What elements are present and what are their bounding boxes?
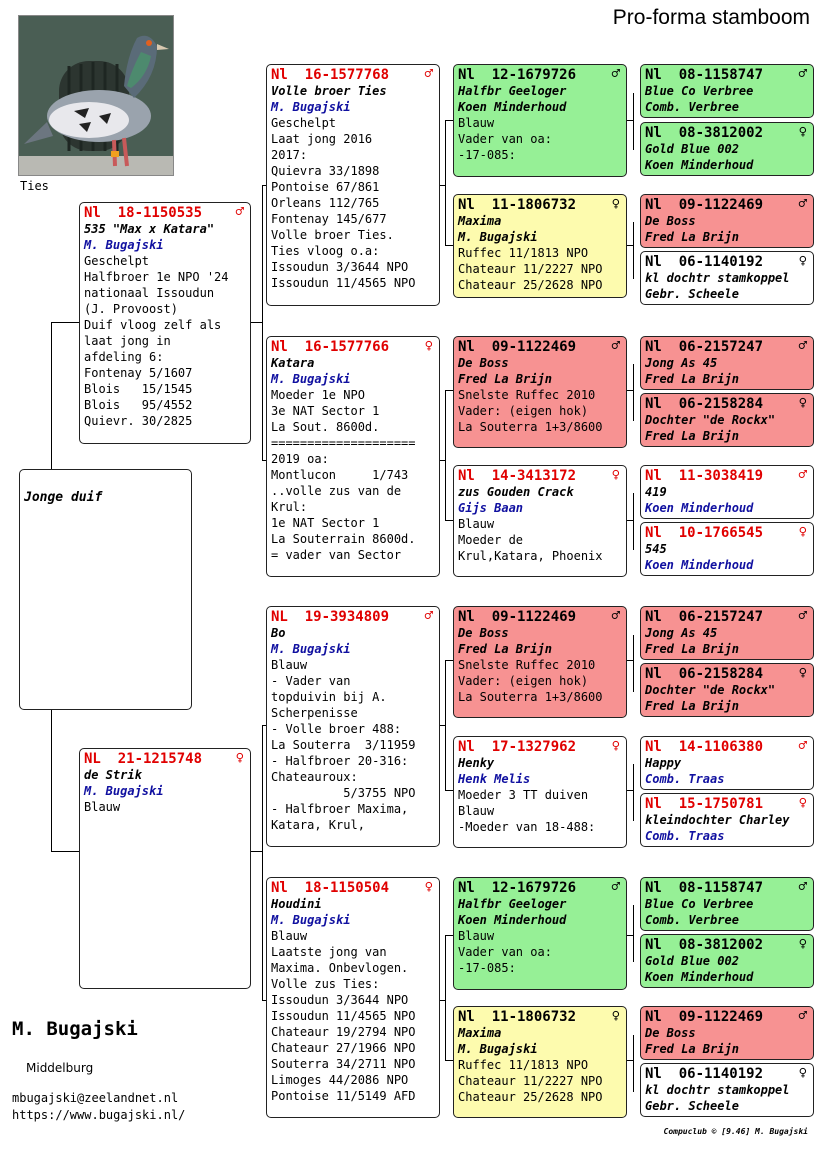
- owner-name: Fred La Brijn: [645, 642, 739, 656]
- subject-label: Jonge duif: [24, 490, 103, 505]
- ring-number: Nl 18-1150535: [84, 205, 203, 221]
- pigeon-name: 419: [645, 485, 667, 499]
- ring-number: Nl 14-1106380: [645, 739, 764, 755]
- pigeon-name: Jong As 45: [645, 356, 718, 370]
- pigeon-name: De Boss: [645, 214, 696, 228]
- pigeon-image: [19, 16, 173, 175]
- owner-name: M. Bugajski: [271, 913, 351, 927]
- father-box[interactable]: [79, 202, 251, 444]
- pigeon-name: Maxima: [458, 214, 502, 228]
- owner-name: Comb. Traas: [645, 772, 725, 786]
- owner-name: Koen Minderhoud: [458, 100, 567, 114]
- owner-name: Koen Minderhoud: [458, 913, 567, 927]
- female-icon: ♀: [611, 1008, 620, 1024]
- connector-line: [262, 185, 263, 460]
- pigeon-info: Snelste Ruffec 2010 Vader: (eigen hok) La Souterra 1+3/8600: [458, 388, 603, 434]
- grandmother-paternal-box[interactable]: [266, 336, 440, 577]
- ring-number: Nl 11-1806732: [458, 1009, 577, 1025]
- female-icon: ♀: [798, 936, 807, 952]
- owner-name: M. Bugajski: [271, 372, 351, 386]
- ring-number: Nl 09-1122469: [458, 609, 577, 625]
- pigeon-name: Blue Co Verbree: [645, 897, 754, 911]
- ring-number: Nl 12-1679726: [458, 67, 577, 83]
- owner-name: Fred La Brijn: [645, 372, 739, 386]
- pigeon-info: Blauw Vader van oa: -17-085:: [458, 929, 552, 975]
- connector-line: [51, 851, 79, 852]
- male-icon: ♂: [424, 608, 433, 624]
- ring-number: Nl 14-3413172: [458, 468, 577, 484]
- breeder-email-link[interactable]: mbugajski@zeelandnet.nl: [12, 1091, 179, 1105]
- connector-line: [445, 520, 453, 521]
- pigeon-name: kl dochtr stamkoppel: [645, 271, 790, 285]
- owner-name: M. Bugajski: [84, 238, 164, 252]
- pigeon-name: de Strik: [84, 768, 142, 782]
- pigeon-name: Volle broer Ties: [271, 84, 387, 98]
- connector-line: [51, 322, 79, 323]
- ring-number: Nl 11-3038419: [645, 468, 764, 484]
- pigeon-info: Blauw - Vader van topduivin bij A. Scherpenisse - Volle broer 488: La Souterra 3/11959 - Halfbroer 20-316: Chateauroux: 5/3755 NPO - Halfbroer Maxima, Katara, Krul,: [271, 658, 416, 832]
- male-icon: ♂: [798, 738, 807, 754]
- ancestor-box[interactable]: [640, 934, 814, 988]
- connector-line: [445, 935, 446, 1060]
- female-icon: ♀: [611, 196, 620, 212]
- ring-number: Nl 08-3812002: [645, 125, 764, 141]
- connector-line: [445, 390, 446, 520]
- pigeon-name: Gold Blue 002: [645, 954, 739, 968]
- pigeon-name: kl dochtr stamkoppel: [645, 1083, 790, 1097]
- connector-line: [445, 245, 453, 246]
- owner-name: M. Bugajski: [458, 1042, 538, 1056]
- connector-line: [633, 764, 634, 821]
- pigeon-name: De Boss: [645, 1026, 696, 1040]
- ring-number: NL 21-1215748: [84, 751, 203, 767]
- mother-box[interactable]: [79, 748, 251, 989]
- male-icon: ♂: [235, 204, 244, 220]
- ring-number: Nl 09-1122469: [458, 339, 577, 355]
- female-icon: ♀: [798, 795, 807, 811]
- ancestor-box[interactable]: [640, 393, 814, 447]
- ancestor-box[interactable]: [640, 606, 814, 660]
- great-grandparent-box[interactable]: [453, 736, 627, 848]
- connector-line: [633, 93, 634, 150]
- ring-number: Nl 18-1150504: [271, 880, 390, 896]
- breeder-city: Middelburg: [26, 1061, 94, 1075]
- owner-name: Henk Melis: [458, 772, 531, 786]
- male-icon: ♂: [798, 196, 807, 212]
- ring-number: Nl 15-1750781: [645, 796, 764, 812]
- great-grandparent-box[interactable]: [453, 336, 627, 448]
- owner-name: Koen Minderhoud: [645, 970, 754, 984]
- grandmother-maternal-box[interactable]: [266, 877, 440, 1118]
- ancestor-box[interactable]: [640, 1063, 814, 1117]
- connector-line: [445, 935, 453, 936]
- male-icon: ♂: [798, 66, 807, 82]
- owner-name: Fred La Brijn: [458, 642, 552, 656]
- female-icon: ♀: [798, 665, 807, 681]
- female-icon: ♀: [235, 750, 244, 766]
- male-icon: ♂: [611, 66, 620, 82]
- pigeon-name: Dochter "de Rockx": [645, 413, 776, 427]
- ring-number: Nl 12-1679726: [458, 880, 577, 896]
- pigeon-info: Blauw: [84, 800, 121, 814]
- male-icon: ♂: [798, 1008, 807, 1024]
- ring-number: Nl 06-2158284: [645, 666, 764, 682]
- pigeon-name: Dochter "de Rockx": [645, 683, 776, 697]
- pigeon-info: Ruffec 11/1813 NPO Chateaur 11/2227 NPO Chateaur 25/2628 NPO: [458, 1058, 603, 1104]
- pigeon-info: Geschelpt Laat jong 2016 2017: Quievra 33/1898 Pontoise 67/861 Orleans 112/765 Fontenay 145/677 Volle broer Ties. Ties vloog o.a: Issoudun 3/3644 NPO Issoudun 11/4565 NPO: [271, 116, 416, 290]
- female-icon: ♀: [798, 1065, 807, 1081]
- female-icon: ♀: [798, 253, 807, 269]
- owner-name: M. Bugajski: [84, 784, 164, 798]
- pigeon-name: Gold Blue 002: [645, 142, 739, 156]
- ancestor-box[interactable]: [640, 64, 814, 118]
- ancestor-box[interactable]: [640, 465, 814, 519]
- ring-number: Nl 11-1806732: [458, 197, 577, 213]
- ring-number: Nl 06-2157247: [645, 609, 764, 625]
- female-icon: ♀: [424, 338, 433, 354]
- pigeon-info: Blauw Moeder de Krul,Katara, Phoenix: [458, 517, 603, 563]
- ring-number: Nl 08-3812002: [645, 937, 764, 953]
- connector-line: [633, 635, 634, 692]
- pigeon-name: De Boss: [458, 356, 509, 370]
- pigeon-info: Snelste Ruffec 2010 Vader: (eigen hok) La Souterra 1+3/8600: [458, 658, 603, 704]
- female-icon: ♀: [798, 395, 807, 411]
- male-icon: ♂: [611, 338, 620, 354]
- male-icon: ♂: [424, 66, 433, 82]
- pigeon-info: Blauw Vader van oa: -17-085:: [458, 116, 552, 162]
- owner-name: Fred La Brijn: [645, 230, 739, 244]
- great-grandparent-box[interactable]: [453, 606, 627, 718]
- ring-number: Nl 06-2158284: [645, 396, 764, 412]
- pigeon-name: 535 "Max x Katara": [84, 222, 215, 236]
- male-icon: ♂: [798, 879, 807, 895]
- owner-name: Gebr. Scheele: [645, 1099, 739, 1113]
- ring-number: Nl 17-1327962: [458, 739, 577, 755]
- connector-line: [445, 660, 446, 790]
- owner-name: M. Bugajski: [271, 100, 351, 114]
- ring-number: Nl 09-1122469: [645, 1009, 764, 1025]
- pigeon-name: Houdini: [271, 897, 322, 911]
- pigeon-name: Blue Co Verbree: [645, 84, 754, 98]
- connector-line: [262, 725, 263, 1000]
- ring-number: Nl 06-1140192: [645, 254, 764, 270]
- ring-number: Nl 06-1140192: [645, 1066, 764, 1082]
- breeder-website-link[interactable]: https://www.bugajski.nl/: [12, 1108, 186, 1122]
- pigeon-photo: [18, 15, 174, 176]
- owner-name: Koen Minderhoud: [645, 558, 754, 572]
- ring-number: NL 19-3934809: [271, 609, 390, 625]
- owner-name: Comb. Verbree: [645, 913, 739, 927]
- connector-line: [445, 120, 446, 245]
- owner-name: Gijs Baan: [458, 501, 524, 515]
- pigeon-name: kleindochter Charley: [645, 813, 790, 827]
- great-grandparent-box[interactable]: [453, 877, 627, 990]
- connector-line: [445, 1060, 453, 1061]
- ring-number: Nl 08-1158747: [645, 67, 764, 83]
- ancestor-box[interactable]: [640, 194, 814, 248]
- male-icon: ♂: [611, 608, 620, 624]
- owner-name: Fred La Brijn: [645, 429, 739, 443]
- pigeon-info: Ruffec 11/1813 NPO Chateaur 11/2227 NPO Chateaur 25/2628 NPO: [458, 246, 603, 292]
- pigeon-name: De Boss: [458, 626, 509, 640]
- connector-line: [445, 390, 453, 391]
- ancestor-box[interactable]: [640, 736, 814, 790]
- owner-name: Koen Minderhoud: [645, 158, 754, 172]
- owner-name: Fred La Brijn: [645, 699, 739, 713]
- female-icon: ♀: [798, 124, 807, 140]
- photo-caption: Ties: [20, 179, 49, 193]
- ancestor-box[interactable]: [640, 122, 814, 176]
- connector-line: [633, 493, 634, 550]
- owner-name: M. Bugajski: [458, 230, 538, 244]
- footer-credit: Compuclub © [9.46] M. Bugajski: [663, 1127, 808, 1136]
- ancestor-box[interactable]: [640, 793, 814, 847]
- pigeon-name: zus Gouden Crack: [458, 485, 574, 499]
- pigeon-name: Katara: [271, 356, 315, 370]
- connector-line: [250, 851, 262, 852]
- owner-name: Fred La Brijn: [458, 372, 552, 386]
- pigeon-name: Happy: [645, 756, 682, 770]
- ring-number: Nl 16-1577766: [271, 339, 390, 355]
- connector-line: [633, 364, 634, 421]
- ancestor-box[interactable]: [640, 877, 814, 931]
- pigeon-name: Halfbr Geeloger: [458, 897, 567, 911]
- ancestor-box[interactable]: [640, 1006, 814, 1060]
- great-grandparent-box[interactable]: [453, 194, 627, 298]
- male-icon: ♂: [611, 879, 620, 895]
- female-icon: ♀: [611, 467, 620, 483]
- ancestor-box[interactable]: [640, 663, 814, 717]
- great-grandparent-box[interactable]: [453, 64, 627, 177]
- connector-line: [633, 905, 634, 962]
- owner-name: Comb. Verbree: [645, 100, 739, 114]
- connector-line: [445, 120, 453, 121]
- grandfather-paternal-box[interactable]: [266, 64, 440, 306]
- connector-line: [633, 222, 634, 279]
- male-icon: ♂: [798, 467, 807, 483]
- owner-name: Comb. Traas: [645, 829, 725, 843]
- pigeon-name: Halfbr Geeloger: [458, 84, 567, 98]
- ring-number: Nl 10-1766545: [645, 525, 764, 541]
- pigeon-name: Jong As 45: [645, 626, 718, 640]
- ring-number: Nl 09-1122469: [645, 197, 764, 213]
- male-icon: ♂: [798, 338, 807, 354]
- pigeon-name: Bo: [271, 626, 286, 640]
- pigeon-name: Henky: [458, 756, 495, 770]
- female-icon: ♀: [424, 879, 433, 895]
- connector-line: [250, 322, 262, 323]
- pigeon-name: 545: [645, 542, 667, 556]
- grandfather-maternal-box[interactable]: [266, 606, 440, 847]
- connector-line: [51, 322, 52, 469]
- male-icon: ♂: [798, 608, 807, 624]
- owner-name: M. Bugajski: [271, 642, 351, 656]
- ring-number: Nl 06-2157247: [645, 339, 764, 355]
- ancestor-box[interactable]: [640, 336, 814, 390]
- connector-line: [633, 1035, 634, 1092]
- pigeon-info: Geschelpt Halfbroer 1e NPO '24 nationaal Issoudun (J. Provoost) Duif vloog zelf als laat jong in afdeling 6: Fontenay 5/1607 Blois 15/1545 Blois 95/4552 Quievr. 30/2825: [84, 254, 229, 428]
- ring-number: Nl 08-1158747: [645, 880, 764, 896]
- female-icon: ♀: [798, 524, 807, 540]
- ring-number: Nl 16-1577768: [271, 67, 390, 83]
- great-grandparent-box[interactable]: [453, 1006, 627, 1118]
- pigeon-info: Moeder 1e NPO 3e NAT Sector 1 La Sout. 8600d. ==================== 2019 oa: Montlucon 1/743 ..volle zus van de Krul: 1e NAT Sector 1 La Souterrain 8600d. = vader van Sector: [271, 388, 416, 562]
- pigeon-info: Moeder 3 TT duiven Blauw -Moeder van 18-488:: [458, 788, 596, 834]
- connector-line: [445, 790, 453, 791]
- subject-box[interactable]: [19, 469, 192, 710]
- connector-line: [51, 710, 52, 851]
- owner-name: Fred La Brijn: [645, 1042, 739, 1056]
- owner-name: Koen Minderhoud: [645, 501, 754, 515]
- great-grandparent-box[interactable]: [453, 465, 627, 577]
- page-title: Pro-forma stamboom: [612, 6, 810, 29]
- owner-name: Gebr. Scheele: [645, 287, 739, 301]
- ancestor-box[interactable]: [640, 251, 814, 305]
- pigeon-name: Maxima: [458, 1026, 502, 1040]
- female-icon: ♀: [611, 738, 620, 754]
- pigeon-info: Blauw Laatste jong van Maxima. Onbevlogen. Volle zus Ties: Issoudun 3/3644 NPO Issoudun 11/4565 NPO Chateaur 19/2794 NPO Chateaur 27/1966 NPO Souterra 34/2711 NPO Limoges 44/2086 NPO Pontoise 11/5149 AFD: [271, 929, 416, 1103]
- ancestor-box[interactable]: [640, 522, 814, 576]
- connector-line: [445, 660, 453, 661]
- breeder-name: M. Bugajski: [12, 1018, 138, 1040]
